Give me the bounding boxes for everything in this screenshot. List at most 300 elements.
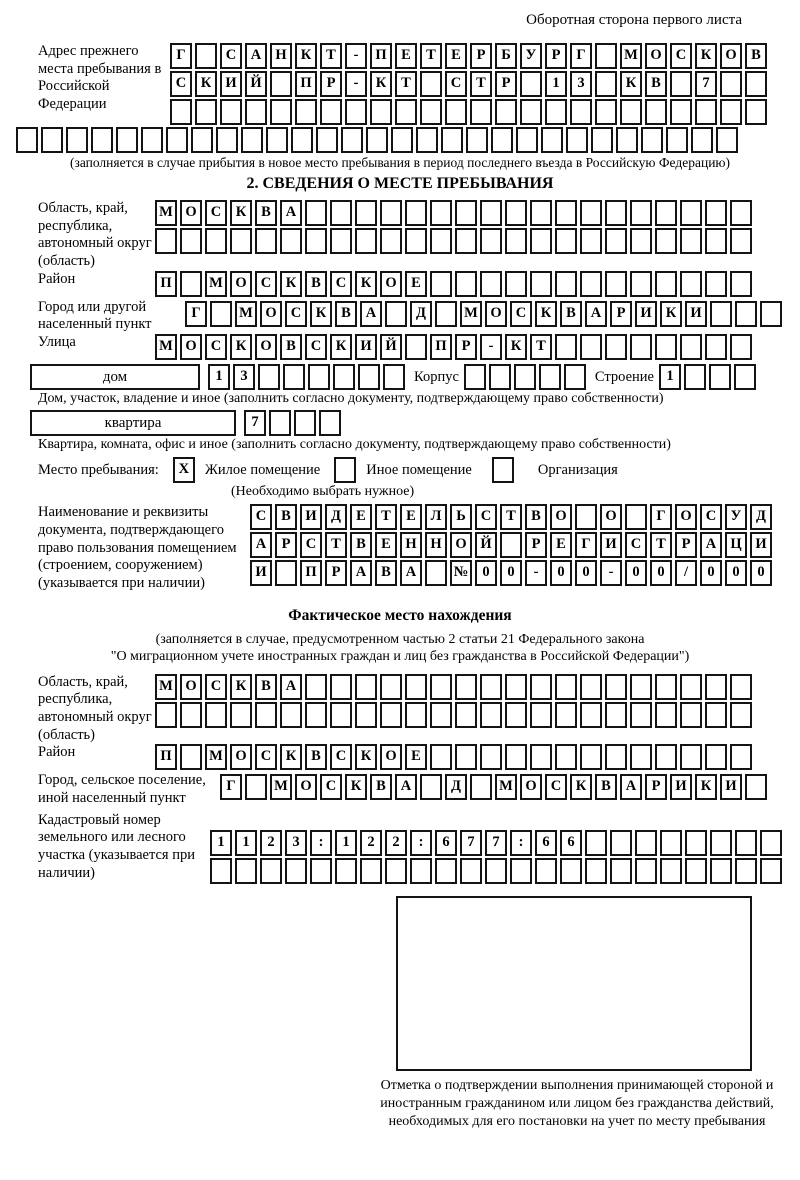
char-box — [358, 364, 380, 390]
char-box — [730, 334, 752, 360]
char-box: 0 — [725, 560, 747, 586]
char-box: Й — [475, 532, 497, 558]
prev-address-label: Адрес прежнего места пребывания в Российской Федерации — [38, 43, 162, 113]
char-box: - — [600, 560, 622, 586]
char-box — [605, 334, 627, 360]
char-box — [366, 127, 388, 153]
char-box: О — [260, 301, 282, 327]
char-box — [530, 702, 552, 728]
apartment-box: квартира — [30, 410, 236, 436]
char-box — [464, 364, 486, 390]
char-box — [655, 200, 677, 226]
char-box: С — [330, 744, 352, 770]
char-box: 1 — [210, 830, 232, 856]
region-row-1 — [155, 200, 755, 226]
char-box: 6 — [560, 830, 582, 856]
char-box — [480, 200, 502, 226]
char-box: У — [520, 43, 542, 69]
char-box — [680, 674, 702, 700]
char-box — [330, 702, 352, 728]
char-box: 2 — [385, 830, 407, 856]
prev-address-note: (заполняется в случае прибытия в новое место пребывания в период последнего въезда в Российскую Федерацию) — [69, 155, 731, 170]
apartment-note: Квартира, комната, офис и иное (заполнить согласно документу, подтверждающему право собственности) — [38, 437, 671, 453]
char-box: А — [250, 532, 272, 558]
char-box — [441, 127, 463, 153]
prev-address-row-4 — [16, 127, 800, 153]
char-box: Й — [245, 71, 267, 97]
char-box: Л — [425, 504, 447, 530]
city-field — [16, 299, 800, 334]
char-box — [455, 702, 477, 728]
char-box: Й — [380, 334, 402, 360]
char-box — [705, 702, 727, 728]
char-box — [380, 200, 402, 226]
char-box — [141, 127, 163, 153]
street-row — [155, 334, 755, 360]
char-box — [180, 744, 202, 770]
char-box — [269, 410, 291, 436]
char-box: Д — [325, 504, 347, 530]
char-box: М — [205, 744, 227, 770]
char-box — [480, 228, 502, 254]
char-box — [489, 364, 511, 390]
street-label: Улица — [38, 334, 76, 351]
option-org-label: Организация — [537, 461, 618, 478]
char-box — [660, 830, 682, 856]
char-box — [630, 228, 652, 254]
cadastral-row-2 — [210, 858, 785, 884]
char-box — [383, 364, 405, 390]
char-box — [745, 99, 767, 125]
char-box — [180, 228, 202, 254]
char-box: Т — [530, 334, 552, 360]
char-box — [591, 127, 613, 153]
char-box — [435, 301, 457, 327]
char-box — [191, 127, 213, 153]
char-box — [564, 364, 586, 390]
char-box — [435, 858, 457, 884]
char-box — [745, 774, 767, 800]
char-box — [460, 858, 482, 884]
char-box: В — [370, 774, 392, 800]
fact-region-field — [16, 674, 800, 745]
char-box: М — [235, 301, 257, 327]
char-box — [491, 127, 513, 153]
option-zhiloe-label: Жилое помещение — [204, 461, 321, 478]
char-box — [595, 99, 617, 125]
char-box — [425, 560, 447, 586]
char-box — [505, 702, 527, 728]
char-box: - — [525, 560, 547, 586]
char-box: О — [230, 744, 252, 770]
char-box — [283, 364, 305, 390]
char-box — [539, 364, 561, 390]
city-label: Город или другой населенный пункт — [38, 298, 152, 333]
char-box: А — [700, 532, 722, 558]
char-box: : — [510, 830, 532, 856]
char-box: О — [295, 774, 317, 800]
char-box — [291, 127, 313, 153]
char-box — [480, 744, 502, 770]
char-box — [555, 200, 577, 226]
char-box: И — [670, 774, 692, 800]
char-box — [485, 858, 507, 884]
char-box — [625, 504, 647, 530]
char-box — [760, 301, 782, 327]
char-box — [220, 99, 242, 125]
char-box: В — [525, 504, 547, 530]
char-box — [730, 744, 752, 770]
char-box: К — [535, 301, 557, 327]
checkbox-zhiloe[interactable]: X — [173, 457, 195, 483]
actual-location-note-1: (заполняется в случае, предусмотренном частью 2 статьи 21 Федерального закона — [155, 631, 645, 647]
char-box: К — [195, 71, 217, 97]
char-box: 0 — [650, 560, 672, 586]
char-box — [195, 99, 217, 125]
char-box — [710, 301, 732, 327]
char-box — [716, 127, 738, 153]
char-box: Т — [375, 504, 397, 530]
char-box — [520, 99, 542, 125]
char-box — [585, 830, 607, 856]
char-box: Д — [750, 504, 772, 530]
char-box: Т — [395, 71, 417, 97]
char-box — [260, 858, 282, 884]
char-box — [605, 702, 627, 728]
char-box: 1 — [235, 830, 257, 856]
char-box: О — [255, 334, 277, 360]
char-box: С — [250, 504, 272, 530]
char-box: С — [475, 504, 497, 530]
char-box: В — [280, 334, 302, 360]
prev-address-field — [16, 43, 800, 127]
char-box: : — [310, 830, 332, 856]
char-box: Р — [470, 43, 492, 69]
street-field — [16, 334, 800, 362]
char-box: 0 — [750, 560, 772, 586]
char-box: Е — [550, 532, 572, 558]
char-box: Р — [495, 71, 517, 97]
char-box — [420, 71, 442, 97]
region-label: Область, край, республика, автономный округ (область) — [38, 200, 152, 270]
char-box — [620, 99, 642, 125]
char-box — [616, 127, 638, 153]
char-box: К — [695, 774, 717, 800]
char-box: С — [300, 532, 322, 558]
char-box — [535, 858, 557, 884]
char-box — [116, 127, 138, 153]
char-box: Н — [425, 532, 447, 558]
char-box: С — [205, 334, 227, 360]
char-box — [605, 200, 627, 226]
char-box — [405, 334, 427, 360]
char-box: С — [700, 504, 722, 530]
document-row-2 — [250, 532, 775, 558]
char-box — [705, 744, 727, 770]
char-box: В — [645, 71, 667, 97]
char-box — [605, 271, 627, 297]
fact-city-field — [16, 772, 800, 807]
fact-city-row — [220, 774, 770, 800]
char-box — [705, 228, 727, 254]
char-box: О — [675, 504, 697, 530]
char-box — [230, 228, 252, 254]
char-box — [730, 702, 752, 728]
char-box: К — [345, 774, 367, 800]
char-box — [405, 702, 427, 728]
house-number-cells — [208, 364, 408, 390]
char-box — [610, 830, 632, 856]
fact-region-row-2 — [155, 702, 755, 728]
actual-location-title: Фактическое место нахождения — [288, 606, 512, 624]
char-box — [430, 674, 452, 700]
char-box — [580, 702, 602, 728]
char-box: Е — [400, 504, 422, 530]
char-box — [505, 228, 527, 254]
char-box: 3 — [285, 830, 307, 856]
char-box: О — [520, 774, 542, 800]
char-box: / — [675, 560, 697, 586]
char-box — [580, 200, 602, 226]
char-box — [205, 702, 227, 728]
char-box — [680, 702, 702, 728]
actual-location-note-2: "О миграционном учете иностранных граждан и лиц без гражданства в Российской Федерации") — [110, 649, 690, 665]
char-box — [655, 702, 677, 728]
char-box — [280, 228, 302, 254]
char-box — [310, 858, 332, 884]
char-box: К — [280, 271, 302, 297]
char-box — [195, 43, 217, 69]
stay-type-row — [38, 457, 800, 483]
prev-address-row-3 — [170, 99, 770, 125]
char-box — [605, 674, 627, 700]
char-box — [734, 364, 756, 390]
char-box: Д — [445, 774, 467, 800]
char-box — [430, 271, 452, 297]
char-box — [655, 334, 677, 360]
apartment-cells — [244, 410, 344, 436]
char-box: С — [205, 674, 227, 700]
registration-mark-box — [396, 896, 752, 1071]
char-box: С — [625, 532, 647, 558]
char-box — [385, 301, 407, 327]
char-box: А — [280, 674, 302, 700]
char-box: М — [155, 674, 177, 700]
char-box: О — [600, 504, 622, 530]
char-box: В — [305, 744, 327, 770]
char-box — [405, 228, 427, 254]
char-box: А — [620, 774, 642, 800]
char-box — [320, 99, 342, 125]
char-box — [470, 99, 492, 125]
char-box — [355, 228, 377, 254]
char-box: Т — [420, 43, 442, 69]
char-box — [355, 200, 377, 226]
char-box: А — [280, 200, 302, 226]
district-field — [16, 271, 800, 299]
char-box — [505, 271, 527, 297]
char-box — [345, 99, 367, 125]
cadastral-field — [16, 812, 800, 886]
char-box — [520, 71, 542, 97]
char-box — [580, 334, 602, 360]
char-box: П — [295, 71, 317, 97]
char-box: М — [155, 334, 177, 360]
char-box — [570, 99, 592, 125]
char-box — [495, 99, 517, 125]
char-box — [560, 858, 582, 884]
char-box — [420, 774, 442, 800]
char-box — [270, 71, 292, 97]
char-box: К — [230, 334, 252, 360]
char-box — [155, 228, 177, 254]
cadastral-label: Кадастровый номер земельного или лесного участка (указывается при наличии) — [38, 811, 195, 881]
char-box — [705, 674, 727, 700]
cadastral-row-1 — [210, 830, 785, 856]
char-box — [635, 830, 657, 856]
char-box — [605, 744, 627, 770]
char-box — [280, 702, 302, 728]
char-box: Ь — [450, 504, 472, 530]
checkbox-org[interactable] — [492, 457, 514, 483]
char-box — [416, 127, 438, 153]
char-box: С — [205, 200, 227, 226]
char-box — [680, 200, 702, 226]
char-box — [41, 127, 63, 153]
document-label: Наименование и реквизиты документа, подтверждающего право пользования помещением (строением, сооружением) (указывается при наличии) — [38, 504, 237, 591]
char-box — [566, 127, 588, 153]
char-box — [355, 674, 377, 700]
char-box — [205, 228, 227, 254]
char-box — [735, 301, 757, 327]
char-box — [691, 127, 713, 153]
char-box — [180, 271, 202, 297]
char-box — [330, 200, 352, 226]
district-row — [155, 271, 755, 297]
prev-address-row-1 — [170, 43, 770, 69]
char-box: А — [245, 43, 267, 69]
char-box — [709, 364, 731, 390]
char-box — [730, 674, 752, 700]
char-box — [455, 271, 477, 297]
char-box: 0 — [625, 560, 647, 586]
char-box: В — [255, 200, 277, 226]
char-box: 1 — [335, 830, 357, 856]
char-box: А — [400, 560, 422, 586]
korpus-label: Корпус — [414, 369, 459, 386]
char-box — [180, 702, 202, 728]
char-box: П — [300, 560, 322, 586]
document-row-1 — [250, 504, 775, 530]
char-box — [420, 99, 442, 125]
char-box — [630, 674, 652, 700]
char-box — [695, 99, 717, 125]
char-box — [630, 200, 652, 226]
char-box: Т — [325, 532, 347, 558]
char-box: Г — [575, 532, 597, 558]
char-box — [680, 744, 702, 770]
char-box — [391, 127, 413, 153]
char-box — [660, 858, 682, 884]
char-box: В — [335, 301, 357, 327]
stay-type-note: (Необходимо выбрать нужное) — [231, 484, 415, 500]
char-box: Т — [320, 43, 342, 69]
char-box — [405, 674, 427, 700]
char-box: 0 — [475, 560, 497, 586]
char-box: Е — [405, 271, 427, 297]
char-box — [580, 228, 602, 254]
char-box — [266, 127, 288, 153]
char-box: И — [750, 532, 772, 558]
char-box: О — [550, 504, 572, 530]
korpus-cells — [464, 364, 589, 390]
char-box — [760, 830, 782, 856]
district-label: Район — [38, 270, 76, 287]
char-box: 2 — [360, 830, 382, 856]
char-box: П — [155, 271, 177, 297]
char-box — [235, 858, 257, 884]
char-box: С — [670, 43, 692, 69]
char-box — [66, 127, 88, 153]
char-box: И — [355, 334, 377, 360]
char-box — [555, 674, 577, 700]
char-box — [295, 99, 317, 125]
char-box: М — [205, 271, 227, 297]
char-box: М — [155, 200, 177, 226]
char-box — [319, 410, 341, 436]
char-box — [585, 858, 607, 884]
char-box: Е — [375, 532, 397, 558]
char-box — [685, 830, 707, 856]
char-box — [760, 858, 782, 884]
char-box: Е — [395, 43, 417, 69]
char-box: 1 — [208, 364, 230, 390]
char-box — [410, 858, 432, 884]
char-box: О — [180, 674, 202, 700]
char-box — [684, 364, 706, 390]
checkbox-inoe[interactable] — [334, 457, 356, 483]
char-box — [341, 127, 363, 153]
char-box — [666, 127, 688, 153]
char-box — [635, 858, 657, 884]
char-box: - — [480, 334, 502, 360]
char-box: К — [355, 271, 377, 297]
char-box: А — [350, 560, 372, 586]
char-box: С — [320, 774, 342, 800]
char-box: 7 — [460, 830, 482, 856]
char-box: Г — [220, 774, 242, 800]
char-box — [655, 674, 677, 700]
char-box — [735, 830, 757, 856]
char-box — [705, 271, 727, 297]
char-box: : — [410, 830, 432, 856]
char-box: 6 — [435, 830, 457, 856]
char-box — [705, 334, 727, 360]
stroenie-cells — [659, 364, 759, 390]
char-box — [305, 200, 327, 226]
char-box: Г — [185, 301, 207, 327]
char-box — [258, 364, 280, 390]
char-box — [330, 228, 352, 254]
char-box — [575, 504, 597, 530]
char-box — [316, 127, 338, 153]
char-box — [245, 99, 267, 125]
char-box — [516, 127, 538, 153]
char-box — [480, 674, 502, 700]
char-box: Р — [545, 43, 567, 69]
char-box — [380, 702, 402, 728]
char-box: К — [280, 744, 302, 770]
